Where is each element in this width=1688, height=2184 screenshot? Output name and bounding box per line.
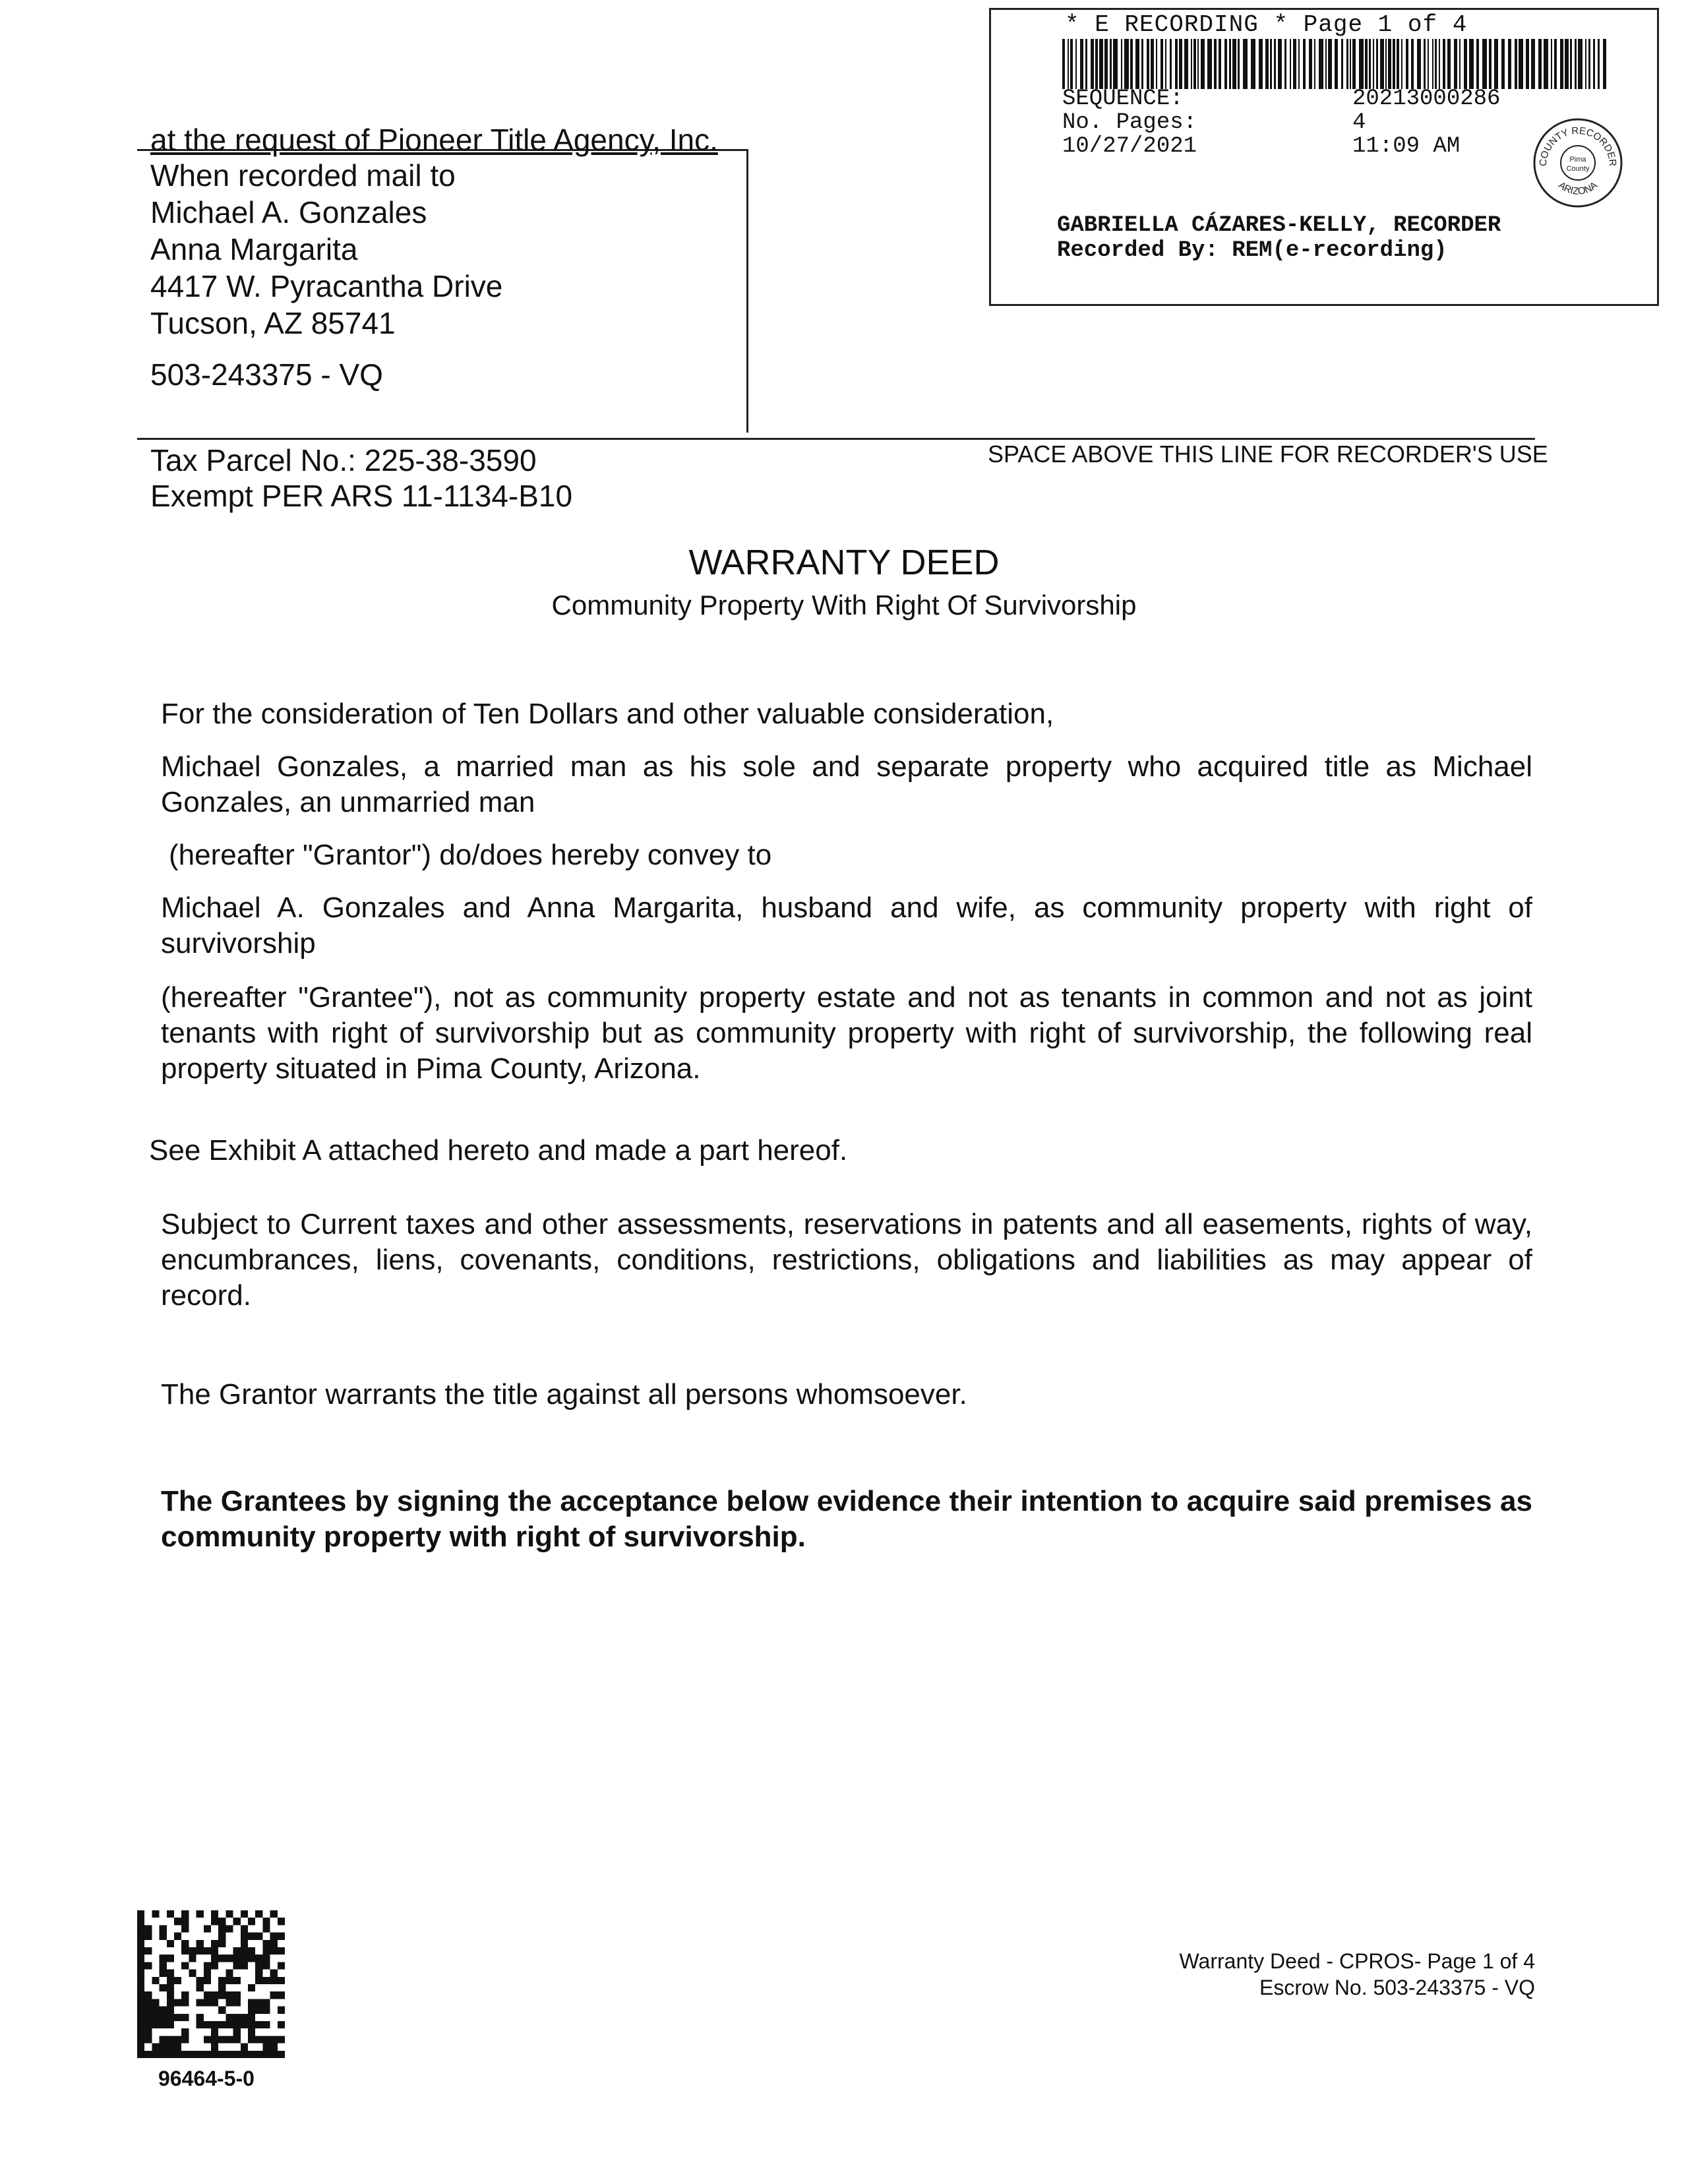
convey-paragraph: (hereafter "Grantor") do/does hereby convey to (169, 839, 772, 871)
mail-street: 4417 W. Pyracantha Drive (150, 269, 503, 303)
recorder-use-note: SPACE ABOVE THIS LINE FOR RECORDER'S USE (988, 440, 1548, 468)
footer-page-line: Warranty Deed - CPROS- Page 1 of 4 (1179, 1949, 1535, 1973)
subject-to-paragraph: Subject to Current taxes and other assessments, reservations in patents and all easements, rights of way, encumbrances, liens, covenants, conditions, restrictions, obligations and liabilities as may appear of record. (161, 1208, 1532, 1312)
stamp-header: * E RECORDING * Page 1 of 4 (1065, 11, 1468, 38)
warranty-paragraph: The Grantor warrants the title against all persons whomsoever. (161, 1378, 967, 1410)
page-footer (1180, 1948, 1535, 2001)
datamatrix-icon (137, 1910, 285, 2059)
recorded-by: Recorded By: REM(e-recording) (1057, 238, 1447, 263)
request-line: at the request of Pioneer Title Agency, Inc. (150, 123, 718, 157)
mail-escrow: 503-243375 - VQ (150, 357, 383, 392)
mail-box-right-border (746, 149, 748, 433)
sequence-value: 20213000286 (1352, 86, 1501, 111)
exempt-line: Exempt PER ARS 11-1134-B10 (150, 479, 573, 513)
mail-city: Tucson, AZ 85741 (150, 306, 396, 340)
recorder-name: GABRIELLA CÁZARES-KELLY, RECORDER (1057, 213, 1501, 238)
tax-parcel: Tax Parcel No.: 225-38-3590 (150, 443, 537, 477)
acceptance-paragraph: The Grantees by signing the acceptance below evidence their intention to acquire said premises as community property with right of survivorship. (161, 1485, 1532, 1553)
tenancy-paragraph: (hereafter "Grantee"), not as community property estate and not as tenants in common and not as joint tenants with right of survivorship but as community property with right of survivorship, the following real property situated in Pima County, Arizona. (161, 981, 1532, 1085)
county-seal-icon (1532, 117, 1624, 209)
barcode-icon (1062, 39, 1610, 89)
consideration-paragraph: For the consideration of Ten Dollars and other valuable consideration, (161, 698, 1054, 730)
record-time: 11:09 AM (1352, 134, 1461, 159)
svg-text:County: County (1566, 165, 1590, 173)
document-subtitle: Community Property With Right Of Survivorship (551, 590, 1137, 621)
sequence-label: SEQUENCE: (1062, 86, 1184, 111)
grantee-paragraph: Michael A. Gonzales and Anna Margarita, husband and wife, as community property with right of survivorship (161, 892, 1532, 959)
svg-text:ARIZONA: ARIZONA (1556, 179, 1600, 198)
document-title: WARRANTY DEED (688, 543, 1000, 582)
pages-label: No. Pages: (1062, 110, 1197, 135)
mail-name-2: Anna Margarita (150, 232, 358, 266)
grantor-paragraph: Michael Gonzales, a married man as his sole and separate property who acquired title as Michael Gonzales, an unmarried man (161, 750, 1532, 818)
svg-text:Pima: Pima (1569, 156, 1586, 164)
recorder-divider (137, 438, 1535, 440)
mail-name-1: Michael A. Gonzales (150, 195, 427, 229)
svg-text:COUNTY RECORDER: COUNTY RECORDER (1537, 125, 1619, 167)
pages-value: 4 (1352, 110, 1366, 135)
footer-escrow-line: Escrow No. 503-243375 - VQ (1259, 1976, 1535, 1999)
document-code: 96464-5-0 (158, 2067, 255, 2090)
record-date: 10/27/2021 (1062, 134, 1197, 159)
exhibit-paragraph: See Exhibit A attached hereto and made a part hereof. (149, 1134, 848, 1167)
recording-stamp (989, 8, 1659, 306)
mail-header: When recorded mail to (150, 158, 456, 193)
